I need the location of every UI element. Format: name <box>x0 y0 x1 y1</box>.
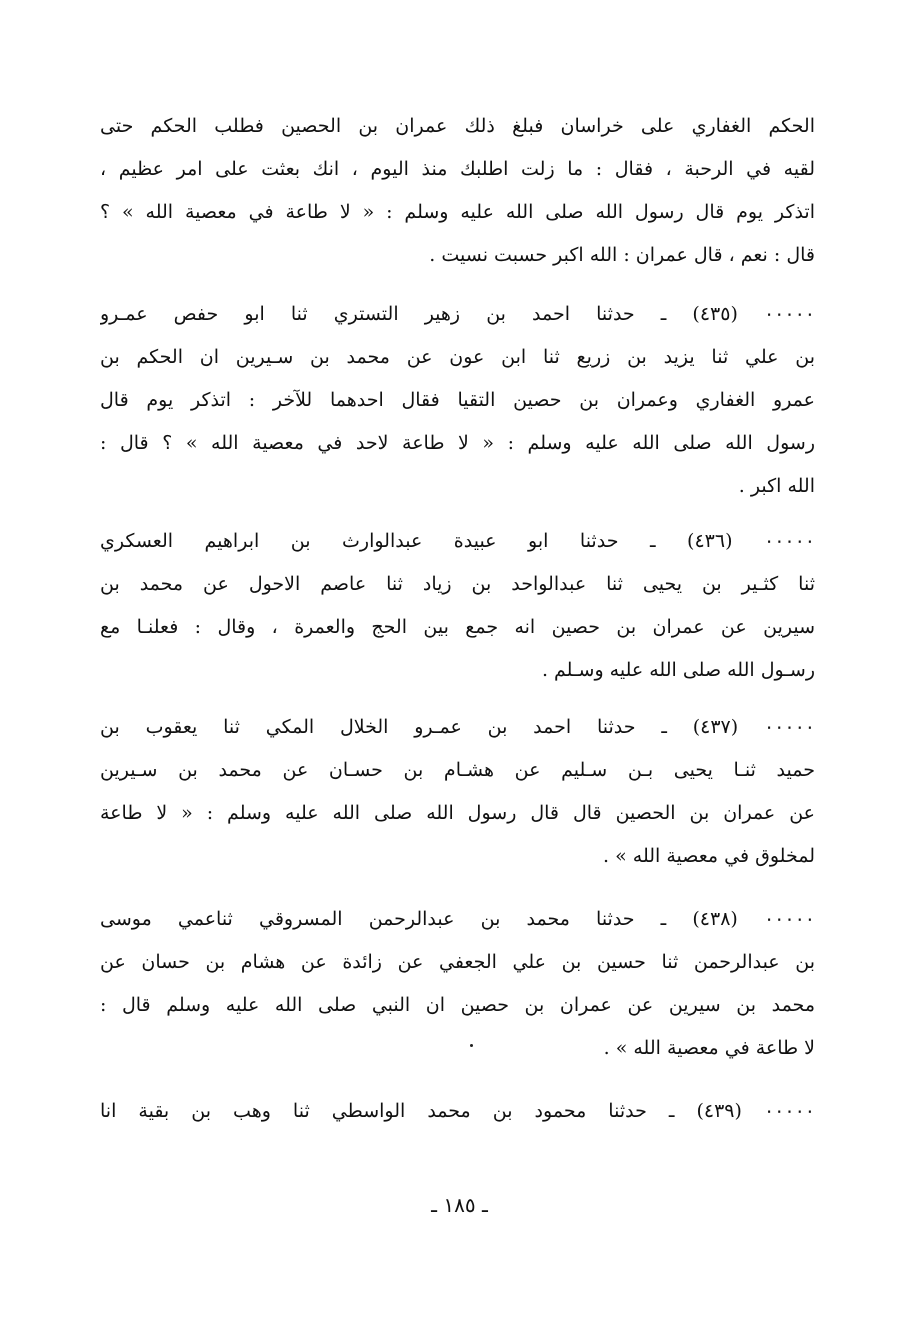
text-line: رسول الله صلى الله عليه وسلم : « لا طاعة لاحد في معصية الله » ؟ قال : <box>100 432 815 454</box>
hadith-437 <box>100 706 815 878</box>
text-line: ٠٠٠٠٠ (٤٣٨) ـ حدثنا محمد بن عبدالرحمن المسروقي ثناعمي موسى <box>100 908 815 930</box>
text-line: ٠٠٠٠٠ (٤٣٦) ـ حدثنا ابو عبيدة عبدالوارث بن ابراهيم العسكري <box>100 530 815 552</box>
text-line: ٠٠٠٠٠ (٤٣٧) ـ حدثنا احمد بن عمـرو الخلال المكي ثنا يعقوب بن <box>100 716 815 738</box>
text-line: حميد ثنـا يحيى بـن سـليم عن هشـام بن حسـان عن محمد بن سـيرين <box>100 759 815 781</box>
text-line: اتذكر يوم قال رسول الله صلى الله عليه وسلم : « لا طاعة في معصية الله » ؟ <box>100 201 815 223</box>
text-line: بن علي ثنا يزيد بن زريع ثنا ابن عون عن محمد بن سـيرين ان الحكم بن <box>100 346 815 368</box>
text-line: محمد بن سيرين عن عمران بن حصين ان النبي صلى الله عليه وسلم قال : <box>100 994 815 1016</box>
text-line: لا طاعة في معصية الله » . <box>603 1037 815 1059</box>
text-line: لقيه في الرحبة ، فقال : ما زلت اطلبك منذ اليوم ، انك بعثت على امر عظيم ، <box>100 158 815 180</box>
page-number: ـ ١٨٥ ـ <box>431 1193 488 1217</box>
text-line: قال : نعم ، قال عمران : الله اكبر حسبت نسيت . <box>429 244 815 266</box>
text-line: عمرو الغفاري وعمران بن حصين التقيا فقال احدهما للآخر : اتذكر يوم قال <box>100 389 815 411</box>
text-line: الله اكبر . <box>738 475 815 497</box>
text-line: سيرين عن عمران بن حصين انه جمع بين الحج والعمرة ، وقال : فعلنـا مع <box>100 616 815 638</box>
hadith-436 <box>100 520 815 692</box>
text-line: بن عبدالرحمن ثنا حسين بن علي الجعفي عن زائدة عن هشام بن حسان عن <box>100 951 815 973</box>
text-line: عن عمران بن الحصين قال قال رسول الله صلى الله عليه وسلم : « لا طاعة <box>100 802 815 824</box>
hadith-435 <box>100 293 815 508</box>
hadith-438 <box>100 898 815 1070</box>
text-line: الحكم الغفاري على خراسان فبلغ ذلك عمران بن الحصين فطلب الحكم حتى <box>100 115 815 137</box>
text-line: لمخلوق في معصية الله » . <box>603 845 815 867</box>
text-line: رسـول الله صلى الله عليه وسـلم . <box>541 659 815 681</box>
text-line: ٠٠٠٠٠ (٤٣٥) ـ حدثنا احمد بن زهير التستري ثنا ابو حفص عمـرو <box>100 303 815 325</box>
text-line: ٠٠٠٠٠ (٤٣٩) ـ حدثنا محمود بن محمد الواسطي ثنا وهب بن بقية انا <box>100 1100 815 1122</box>
text-line: ثنا كثـير بن يحيى ثنا عبدالواحد بن زياد ثنا عاصم الاحول عن محمد بن <box>100 573 815 595</box>
hadith-439 <box>100 1090 815 1133</box>
paragraph-continuation <box>100 105 815 277</box>
scan-speck <box>470 1044 473 1047</box>
